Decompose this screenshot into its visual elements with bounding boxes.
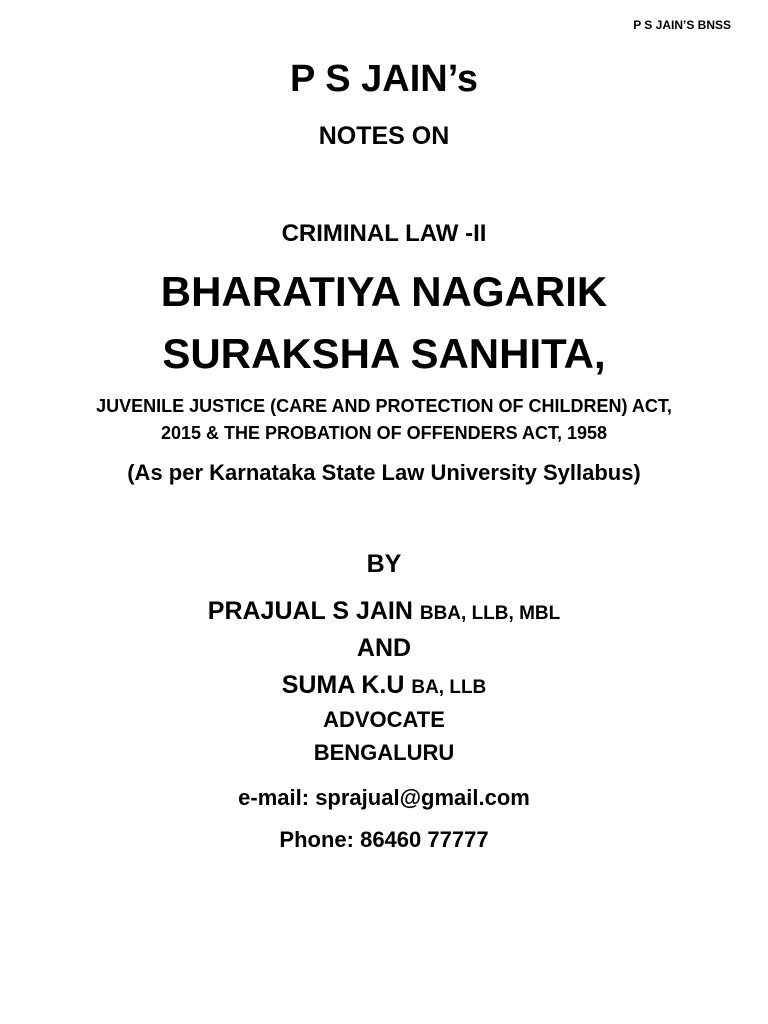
city: BENGALURU — [313, 740, 455, 765]
acts-line-2: 2015 & THE PROBATION OF OFFENDERS ACT, 1958 — [160, 423, 608, 443]
notes-on-label: NOTES ON — [318, 122, 450, 150]
author-2-qualifications: BA, LLB — [411, 677, 487, 698]
author-1 — [0, 597, 768, 626]
subject-heading: CRIMINAL LAW -II — [281, 220, 487, 247]
phone-line: Phone: 86460 77777 — [279, 827, 489, 852]
email-line: e-mail: sprajual@gmail.com — [238, 785, 530, 810]
author-2 — [0, 671, 768, 700]
author-1-name: PRAJUAL S JAIN — [207, 597, 413, 625]
by-label: BY — [366, 550, 402, 578]
author-2-name: SUMA K.U — [281, 671, 405, 699]
brand-title: P S JAIN’s — [290, 58, 478, 100]
acts-line-1: JUVENILE JUSTICE (CARE AND PROTECTION OF CHILDREN) ACT, — [96, 396, 672, 416]
syllabus-note: (As per Karnataka State Law University Syllabus) — [127, 460, 641, 485]
main-title-line-2: SURAKSHA SANHITA, — [162, 330, 606, 377]
running-header: P S JAIN’S BNSS — [633, 18, 731, 32]
main-title-line-1: BHARATIYA NAGARIK — [160, 268, 608, 315]
designation: ADVOCATE — [323, 707, 445, 732]
and-label: AND — [356, 634, 412, 662]
author-1-qualifications: BBA, LLB, MBL — [419, 603, 561, 624]
